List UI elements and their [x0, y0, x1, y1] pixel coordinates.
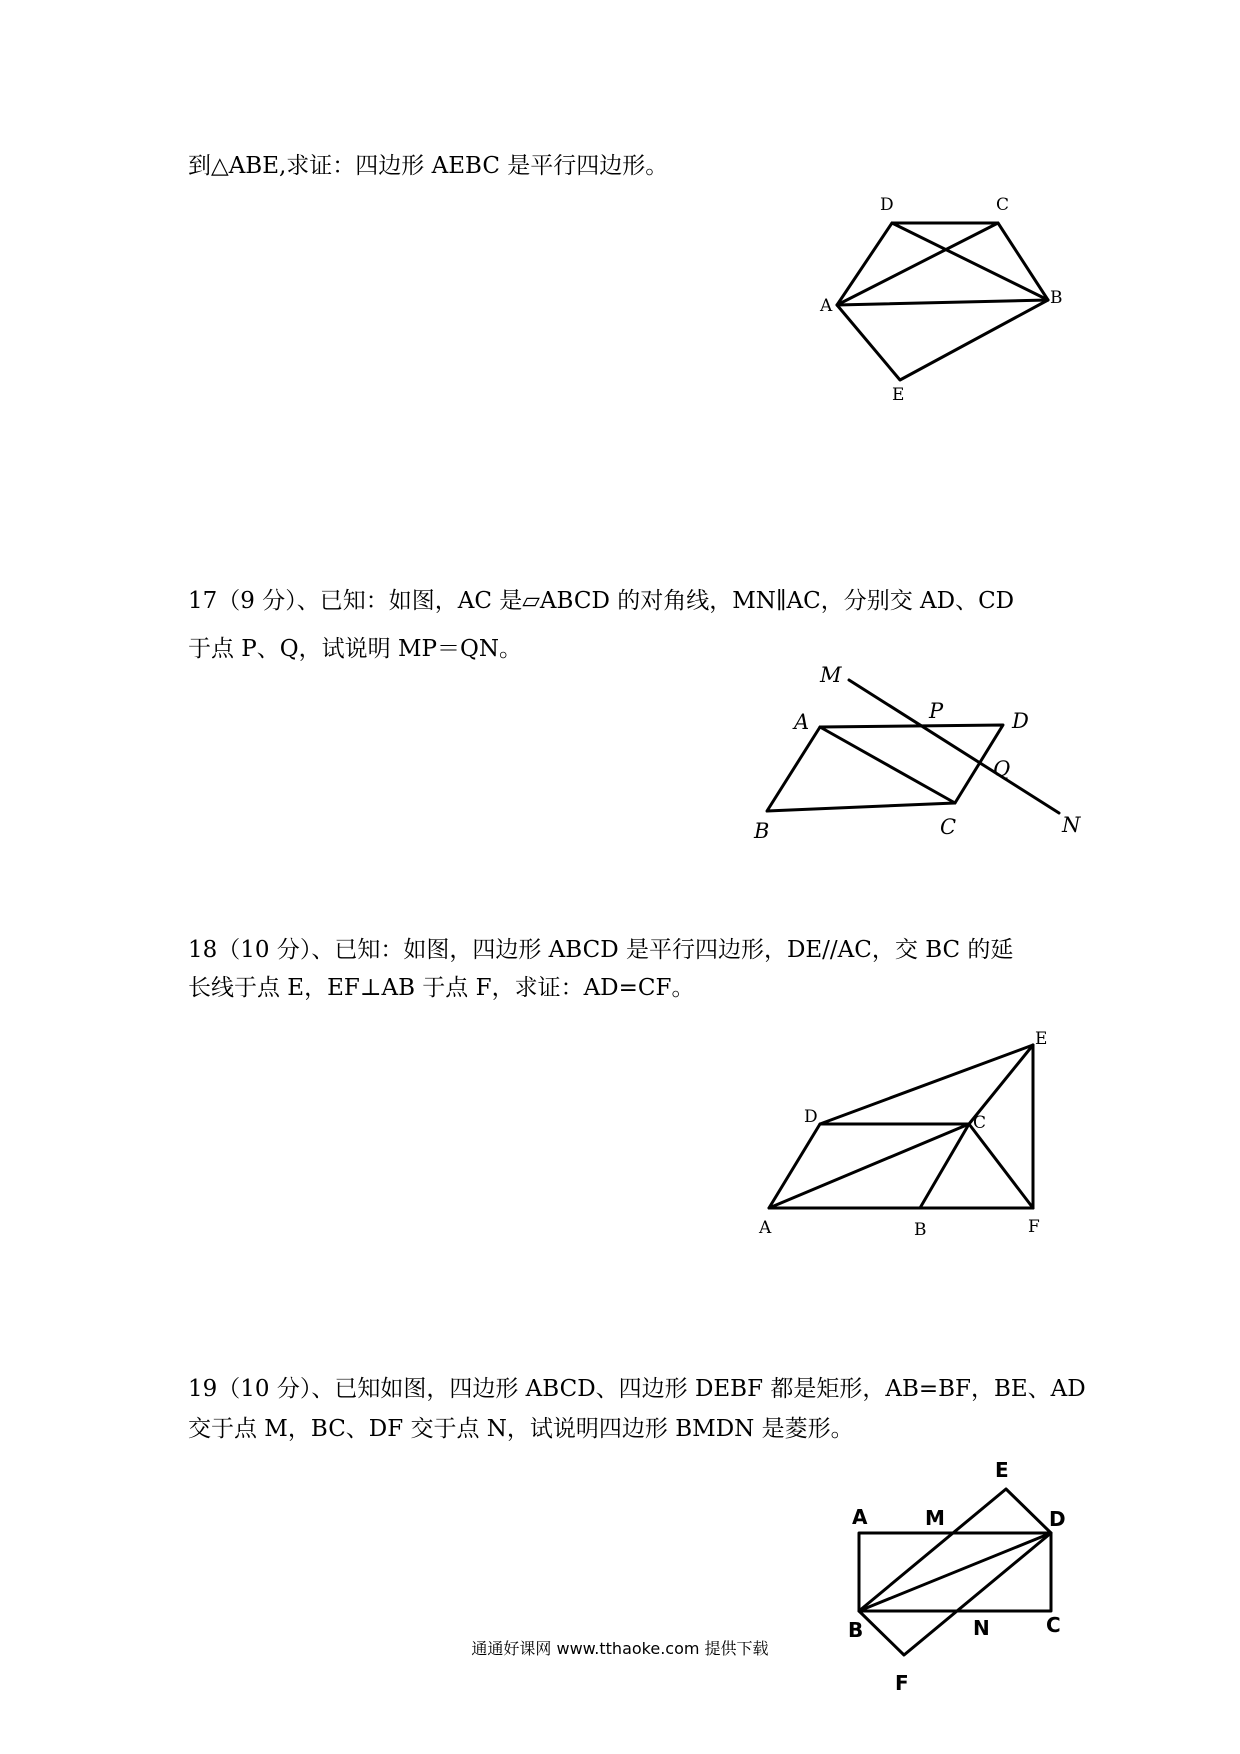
q17-diagonal-ac: [820, 727, 955, 803]
q17-label-a: A: [794, 710, 810, 734]
q19-label-a: A: [852, 1505, 868, 1529]
q18-text-line1: 18（10 分）、已知：如图，四边形 ABCD 是平行四边形，DE//AC，交 BC 的延: [188, 937, 1014, 963]
q16-figure: [820, 190, 1080, 410]
q19-label-c: C: [1046, 1613, 1061, 1637]
q17-label-n: N: [1062, 813, 1081, 837]
q18-label-c: C: [973, 1113, 987, 1133]
q17-parallelogram-abcd: [767, 725, 1003, 811]
q19-label-n: N: [973, 1616, 990, 1640]
q17-text-line1: 17（9 分）、已知：如图，AC 是▱ABCD 的对角线，MN∥AC，分别交 AD、CD: [188, 588, 1015, 614]
q18-label-f: F: [1028, 1217, 1040, 1237]
q17-label-p: P: [929, 699, 944, 723]
q19-label-e: E: [995, 1458, 1009, 1482]
q19-text-line2: 交于点 M，BC、DF 交于点 N，试说明四边形 BMDN 是菱形。: [188, 1416, 854, 1442]
q19-label-b: B: [848, 1618, 864, 1642]
q19-label-m: M: [925, 1506, 945, 1530]
q18-label-a: A: [759, 1218, 772, 1238]
q17-label-c: C: [940, 815, 957, 839]
q18-label-b: B: [914, 1220, 927, 1240]
q19-figure: [840, 1450, 1100, 1700]
q19-label-d: D: [1049, 1507, 1066, 1531]
q18-diagonal-ac: [769, 1124, 969, 1208]
q18-line-cf: [969, 1124, 1033, 1208]
q16-label-a: A: [820, 296, 833, 316]
q18-label-e: E: [1035, 1029, 1048, 1049]
q18-text-line2: 长线于点 E，EF⊥AB 于点 F，求证：AD=CF。: [188, 975, 695, 1001]
q16-text-line1: 到△ABE,求证：四边形 AEBC 是平行四边形。: [188, 153, 669, 179]
q16-label-d: D: [880, 195, 894, 215]
q17-label-d: D: [1012, 709, 1029, 733]
q19-text-line1: 19（10 分）、已知如图，四边形 ABCD、四边形 DEBF 都是矩形，AB=BF，BE、AD: [188, 1376, 1086, 1402]
q16-label-b: B: [1050, 288, 1063, 308]
q19-label-f: F: [895, 1671, 909, 1695]
q18-label-d: D: [804, 1107, 818, 1127]
q19-diagonal-bd: [859, 1533, 1051, 1611]
q17-label-b: B: [754, 819, 770, 843]
q17-line-mn: [849, 680, 1059, 813]
page-footer: 通通好课网 www.tthaoke.com 提供下载: [471, 1639, 769, 1658]
q16-segment-ab: [837, 300, 1048, 305]
q16-label-e: E: [892, 385, 905, 405]
q17-label-m: M: [820, 663, 842, 687]
q17-label-q: Q: [993, 757, 1011, 781]
q16-label-c: C: [996, 195, 1010, 215]
q18-figure: [750, 1020, 1070, 1240]
q17-figure: [750, 660, 1090, 860]
q17-text-line2: 于点 P、Q，试说明 MP＝QN。: [188, 636, 522, 662]
